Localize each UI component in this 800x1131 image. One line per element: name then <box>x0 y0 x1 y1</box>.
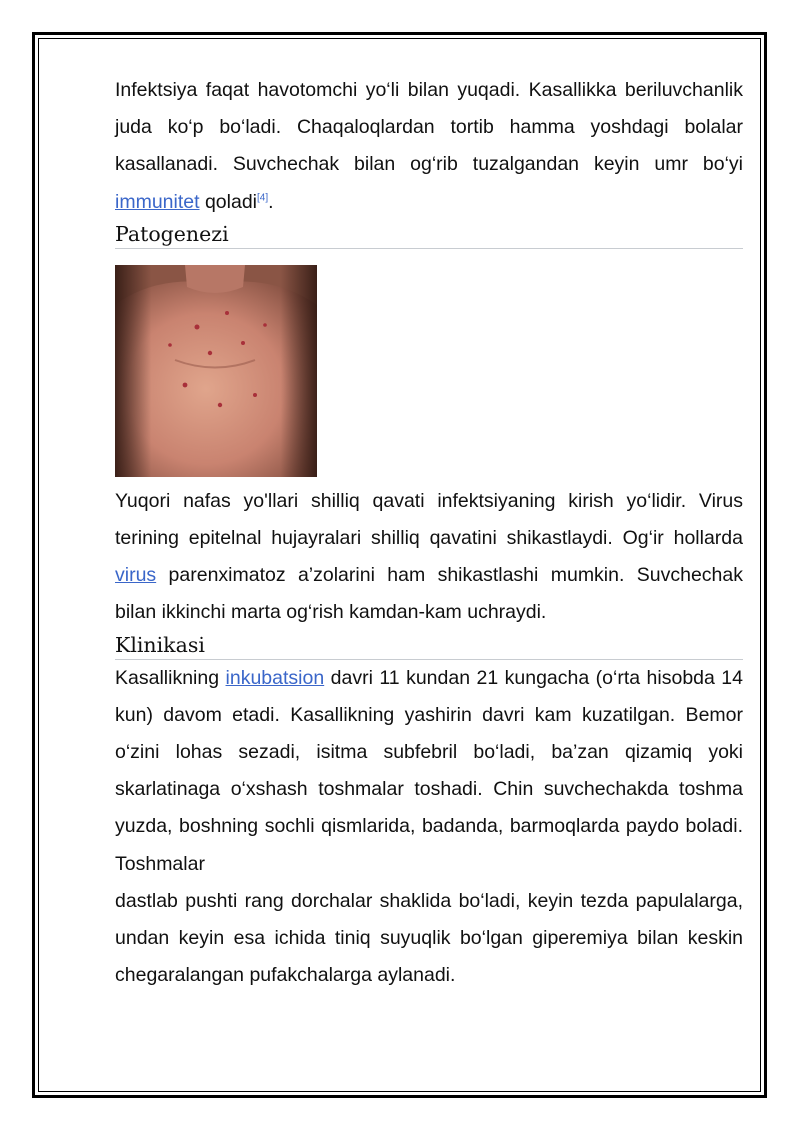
patient-chest-photo <box>115 265 317 477</box>
reference-4[interactable]: [4] <box>257 192 269 204</box>
heading-klinikasi: Klinikasi <box>115 632 743 660</box>
paragraph-rash: dastlab pushti rang dorchalar shaklida bo‘ladi, keyin tezda papulalarga, undan keyin esa ichida tiniq suyuqlik bo‘lgan giperemiya bilan keskin chegaralangan pufakchalarga aylanadi. <box>115 889 743 987</box>
paragraph-text: Infektsiya faqat havotomchi yo‘li bilan yuqadi. Kasallikka beriluvchanlik juda ko‘p bo‘ladi. Chaqaloqlardan tortib hamma yoshdagi bolalar kasallanadi. Suvchechak bilan og‘rib tuzalgandan keyin umr bo‘yi <box>115 79 743 176</box>
paragraph-text: . <box>268 190 274 213</box>
document-content <box>115 72 743 994</box>
link-immunitet[interactable]: immunitet <box>115 190 200 213</box>
paragraph-clinical <box>115 660 743 883</box>
paragraph-pathogenesis <box>115 483 743 632</box>
paragraph-text: Kasallikning <box>115 666 226 689</box>
link-inkubatsion[interactable]: inkubatsion <box>225 666 325 689</box>
paragraph-text: davri 11 kundan 21 kungacha (o‘rta hisobda 14 kun) davom etadi. Kasallikning yashirin davri kam kuzatilgan. Bemor o‘zini lohas sezadi, isitma subfebril bo‘ladi, ba’zan qizamiq yoki skarlatinaga o‘xshash toshmalar toshadi. Chin suvchechakda toshma yuzda, boshning sochli qismlarida, badanda, barmoqlarda paydo boladi. Toshmalar <box>115 666 744 875</box>
paragraph-text: qoladi <box>199 190 257 213</box>
heading-patogenezi: Patogenezi <box>115 221 743 249</box>
paragraph-text: Yuqori nafas yo'llari shilliq qavati infektsiyaning kirish yo‘lidir. Virus terining epitelnal hujayralari shilliq qavatini shikastlaydi. Og‘ir hollarda <box>115 489 743 550</box>
paragraph-transmission <box>115 72 743 221</box>
paragraph-text: parenximatoz a’zolarini ham shikastlashi mumkin. Suvchechak bilan ikkinchi marta og‘rish kamdan-kam uchraydi. <box>115 564 743 624</box>
link-virus[interactable]: virus <box>115 564 157 587</box>
